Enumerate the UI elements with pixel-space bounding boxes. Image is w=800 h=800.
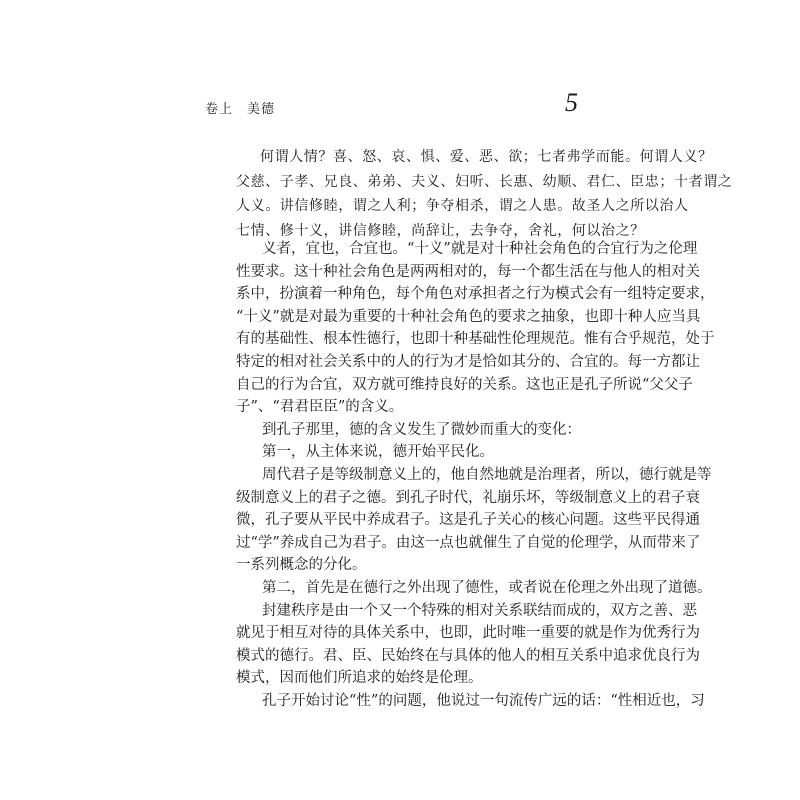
quote-line: 何谓人情？喜、怒、哀、惧、爱、恶、欲；七者弗学而能。何谓人义？ (260, 149, 713, 165)
body-text (236, 238, 715, 712)
chapter-label: 美德 (247, 102, 276, 117)
paragraph-line: 模式，因而他们所追求的始终是伦理。 (236, 670, 483, 687)
page-number: 5 (565, 88, 578, 117)
paragraph-line: 模式的德行。君、臣、民始终在与具体的他人的相互关系中追求优良行为 (236, 647, 700, 664)
paragraph-line: “十义”就是对最为重要的十种社会角色的要求之抽象，也即十种人应当具 (236, 308, 701, 325)
paragraph-line: 封建秩序是由一个又一个特殊的相对关系联结而成的，双方之善、恶 (262, 602, 697, 619)
paragraph-line: 第一，从主体来说，德开始平民化。 (262, 444, 494, 461)
paragraph-line: 特定的相对社会关系中的人的行为才是恰如其分的、合宜的。每一方都让 (236, 353, 700, 370)
paragraph-line: 自己的行为合宜，双方就可维持良好的关系。这也正是孔子所说“父父子 (236, 376, 693, 393)
quote-line: 父慈、子孝、兄良、弟弟、夫义、妇听、长惠、幼顺、君仁、臣忠；十者谓之 (236, 173, 733, 190)
volume-label: 卷上 (205, 102, 234, 117)
paragraph-line: 义者，宜也，合宜也。“十义”就是对十种社会角色的合宜行为之伦理 (262, 241, 698, 257)
paragraph-line: 级制意义上的君子之德。到孔子时代，礼崩乐坏，等级制意义上的君子衰 (236, 489, 700, 506)
paragraph-line: 有的基础性、根本性德行，也即十种基础性伦理规范。惟有合乎规范，处于 (236, 331, 715, 348)
quote-line: 七情、修十义，讲信修睦，尚辞让，去争夺，舍礼，何以治之？ (236, 222, 645, 239)
paragraph-line: 系中，扮演着一种角色，每个角色对承担者之行为模式会有一组特定要求， (236, 286, 715, 303)
paragraph-line: 周代君子是等级制意义上的，他自然地就是治理者，所以，德行就是等 (262, 466, 712, 483)
running-head (205, 98, 275, 117)
paragraph-line: 微，孔子要从平民中养成君子。这是孔子关心的核心问题。这些平民得通 (236, 512, 700, 529)
paragraph-line: 过“学”养成自己为君子。由这一点也就催生了自觉的伦理学，从而带来了 (236, 534, 701, 551)
paragraph-line: 一系列概念的分化。 (236, 557, 367, 574)
paragraph-line: 子”、“君君臣臣”的含义。 (236, 399, 404, 416)
paragraph-line: 就见于相互对待的具体关系中，也即，此时唯一重要的就是作为优秀行为 (236, 625, 700, 642)
block-quote (236, 145, 733, 243)
paragraph-line: 到孔子那里，德的含义发生了微妙而重大的变化： (262, 421, 581, 438)
paragraph-line: 孔子开始讨论“性”的问题，他说过一句流传广远的话：“性相近也，习 (262, 692, 705, 709)
paragraph-line: 第二，首先是在德行之外出现了德性，或者说在伦理之外出现了道德。 (262, 579, 712, 596)
paragraph-line: 性要求。这十种社会角色是两两相对的，每一个都生活在与他人的相对关 (236, 263, 700, 280)
quote-line: 人义。讲信修睦，谓之人利；争夺相杀，谓之人患。故圣人之所以治人 (236, 198, 689, 214)
